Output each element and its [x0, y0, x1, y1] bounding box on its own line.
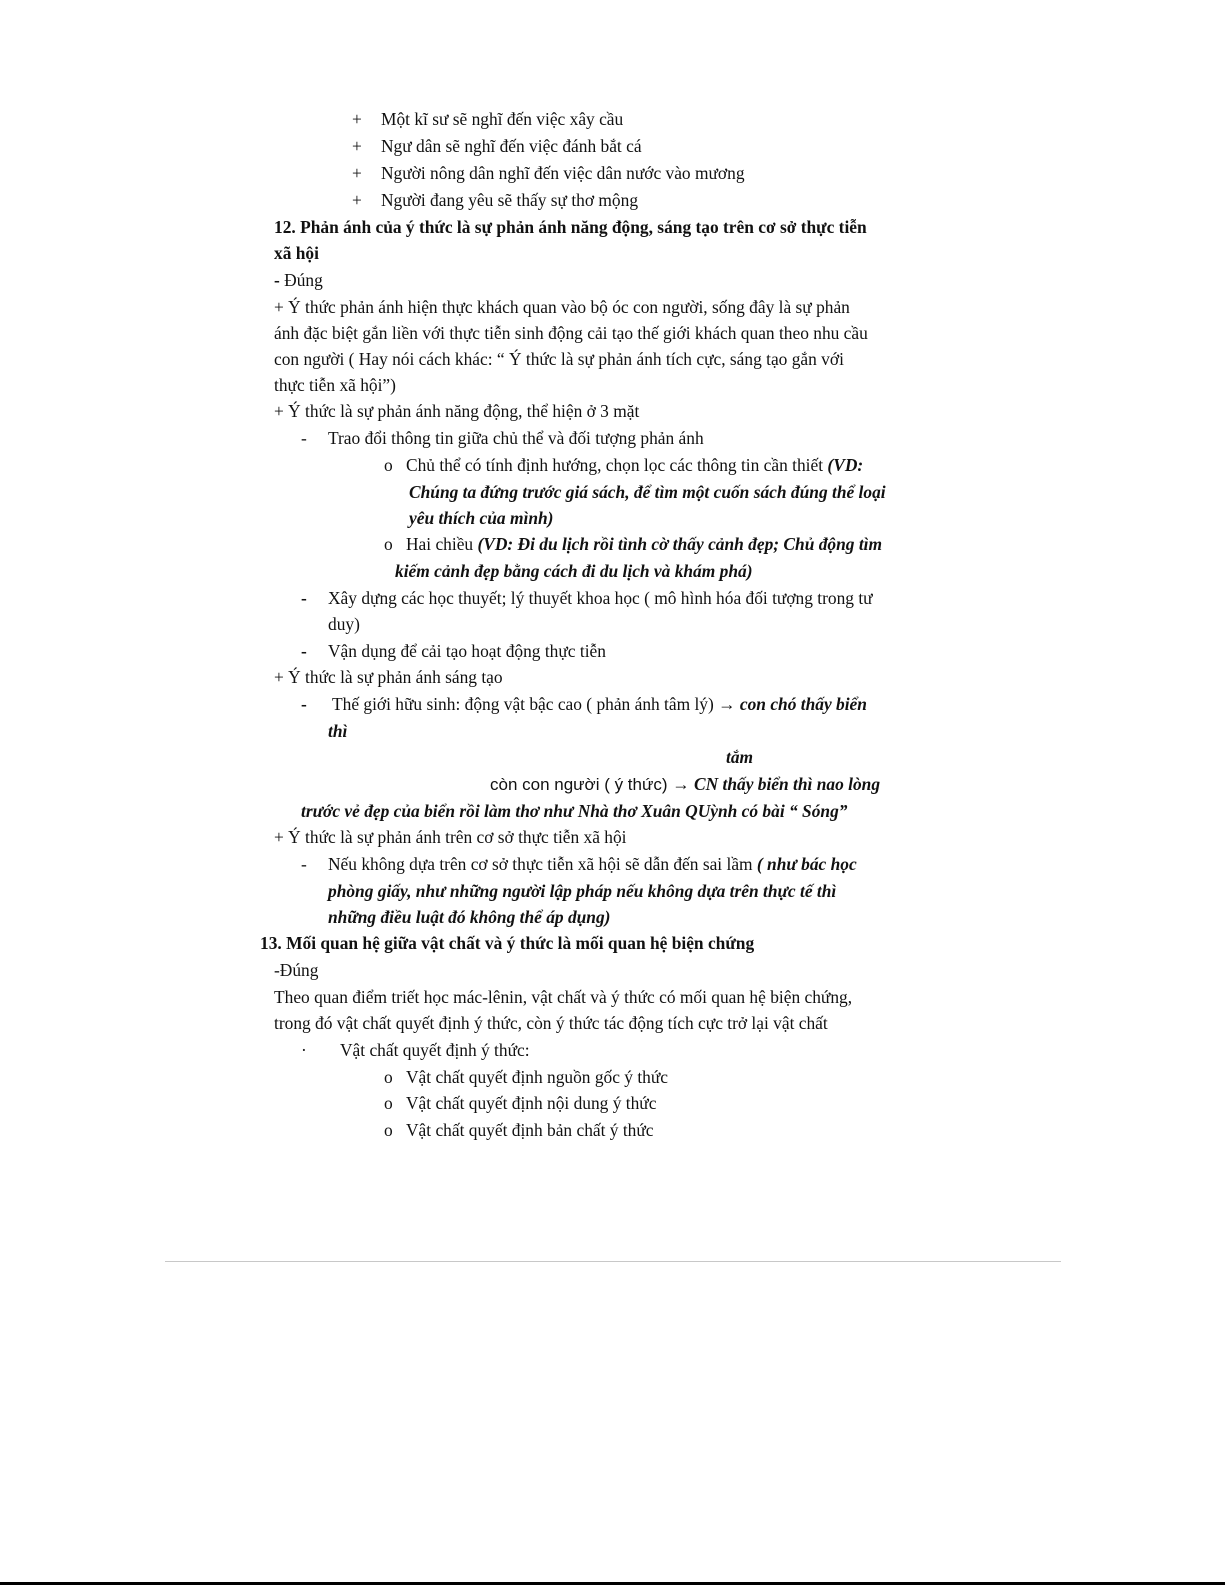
circle-marker: o — [384, 455, 393, 475]
practice-item: Nếu không dựa trên cơ sở thực tiễn xã hội sẽ dẫn đến sai lầm ( như bác học — [328, 854, 857, 874]
dynamic-heading: + Ý thức là sự phản ánh năng động, thể hiện ở 3 mặt — [274, 401, 640, 421]
section-12-heading: 12. Phản ánh của ý thức là sự phản ánh năng động, sáng tạo trên cơ sở thực tiễn — [274, 217, 867, 237]
intro-bullet: Người nông dân nghĩ đến việc dân nước vào mương — [381, 163, 745, 183]
practice-example: những điều luật đó không thể áp dụng) — [328, 907, 611, 927]
bullet-marker: + — [352, 109, 362, 129]
intro-bullet: Người đang yêu sẽ thấy sự thơ mộng — [381, 190, 639, 210]
subject-example: Chúng ta đứng trước giá sách, để tìm một cuốn sách đúng thể loại — [409, 482, 886, 502]
decides-item: Vật chất quyết định ý thức: — [340, 1040, 530, 1060]
decides-subitem: Vật chất quyết định nguồn gốc ý thức — [406, 1067, 669, 1087]
bullet-marker: + — [352, 190, 362, 210]
page-separator — [165, 1261, 1061, 1262]
decides-subitem: Vật chất quyết định nội dung ý thức — [406, 1093, 657, 1113]
section-13-heading: 13. Mối quan hệ giữa vật chất và ý thức là mối quan hệ biện chứng — [260, 933, 755, 953]
human-item: còn con người ( ý thức) → CN thấy biển thì nao lòng — [490, 774, 881, 794]
living-example: tắm — [726, 747, 754, 767]
intro-bullet: Một kĩ sư sẽ nghĩ đến việc xây cầu — [381, 109, 624, 129]
circle-marker: o — [384, 1067, 393, 1087]
practice-example: phòng giấy, như những người lập pháp nếu không dựa trên thực tế thì — [328, 881, 837, 901]
human-example: trước vẻ đẹp của biển rồi làm thơ như Nhà thơ Xuân QUỳnh có bài “ Sóng” — [301, 801, 848, 821]
intro-bullet: Ngư dân sẽ nghĩ đến việc đánh bắt cá — [381, 136, 642, 156]
circle-marker: o — [384, 534, 393, 554]
arrow-icon: → — [718, 694, 736, 714]
section-13-verdict: -Đúng — [274, 960, 319, 980]
practice-heading: + Ý thức là sự phản ánh trên cơ sở thực tiễn xã hội — [274, 827, 627, 847]
two-way-item: Hai chiều (VD: Đi du lịch rồi tình cờ thấy cảnh đẹp; Chủ động tìm — [406, 534, 883, 554]
section-12-heading-cont: xã hội — [274, 243, 319, 263]
living-example: thì — [328, 721, 348, 741]
paragraph-line: thực tiễn xã hội”) — [274, 375, 396, 395]
dot-marker: · — [301, 1040, 307, 1060]
dash-marker: - — [301, 854, 307, 874]
dash-marker: - — [301, 588, 307, 608]
build-item-cont: duy) — [328, 614, 360, 634]
paragraph-line: + Ý thức phản ánh hiện thực khách quan vào bộ óc con người, sống đây là sự phản — [274, 297, 850, 317]
subject-example: yêu thích của mình) — [409, 508, 554, 528]
build-item: Xây dựng các học thuyết; lý thuyết khoa học ( mô hình hóa đối tượng trong tư — [328, 588, 873, 608]
section-12-verdict: - Đúng — [274, 270, 323, 290]
circle-marker: o — [384, 1120, 393, 1140]
living-item: Thế giới hữu sinh: động vật bậc cao ( phản ánh tâm lý) → con chó thấy biển — [332, 694, 867, 714]
exchange-item: Trao đổi thông tin giữa chủ thể và đối tượng phản ánh — [328, 428, 704, 448]
circle-marker: o — [384, 1093, 393, 1113]
decides-subitem: Vật chất quyết định bản chất ý thức — [406, 1120, 654, 1140]
dash-marker: - — [301, 428, 307, 448]
dash-marker: - — [301, 694, 307, 714]
two-way-example: kiếm cảnh đẹp bằng cách đi du lịch và khám phá) — [395, 561, 753, 581]
paragraph-line: Theo quan điểm triết học mác-lênin, vật chất và ý thức có mối quan hệ biện chứng, — [274, 987, 853, 1007]
apply-item: Vận dụng để cải tạo hoạt động thực tiễn — [328, 641, 606, 661]
creative-heading: + Ý thức là sự phản ánh sáng tạo — [274, 667, 503, 687]
dash-marker: - — [301, 641, 307, 661]
arrow-icon: → — [672, 774, 690, 794]
bullet-marker: + — [352, 136, 362, 156]
paragraph-line: trong đó vật chất quyết định ý thức, còn ý thức tác động tích cực trở lại vật chất — [274, 1013, 828, 1033]
subject-item: Chủ thể có tính định hướng, chọn lọc các thông tin cần thiết (VD: — [406, 455, 864, 475]
bullet-marker: + — [352, 163, 362, 183]
paragraph-line: con người ( Hay nói cách khác: “ Ý thức là sự phản ánh tích cực, sáng tạo gắn với — [274, 349, 844, 369]
paragraph-line: ánh đặc biệt gắn liền với thực tiễn sinh động cải tạo thế giới khách quan theo nhu cầu — [274, 323, 868, 343]
